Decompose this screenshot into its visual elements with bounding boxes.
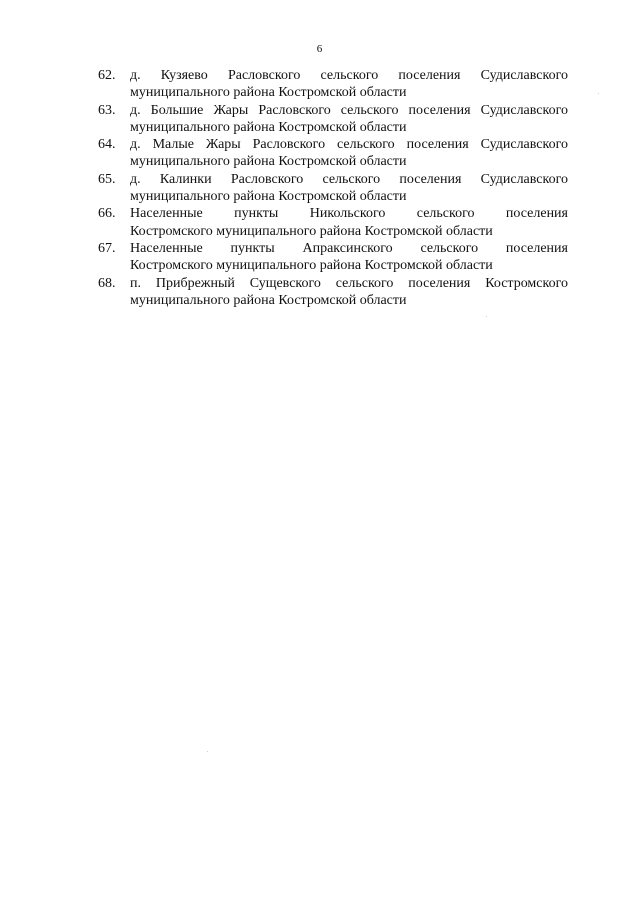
list-item	[98, 136, 568, 171]
page-number: 6	[316, 43, 323, 55]
item-number: 66.	[98, 206, 116, 222]
item-number: 63.	[98, 102, 116, 118]
item-text	[130, 275, 568, 310]
item-text-line-2: муниципального района Костромской области	[130, 189, 407, 205]
list-item	[98, 67, 568, 102]
scan-speck	[486, 316, 487, 317]
item-text	[130, 102, 568, 137]
item-number: 62.	[98, 68, 116, 83]
item-text-line-2: Костромского муниципального района Костромской области	[130, 223, 493, 239]
item-text-line-2: муниципального района Костромской области	[130, 154, 407, 170]
item-number: 68.	[98, 275, 116, 291]
item-text-line-2: муниципального района Костромской области	[130, 119, 407, 135]
list-item	[98, 275, 568, 310]
item-text-line-1: Населенные пункты Никольского сельского поселения	[130, 206, 568, 222]
item-text-line-1: д. Калинки Расловского сельского поселения Судиславского	[130, 171, 568, 187]
settlement-list	[98, 67, 568, 309]
item-text-line-1: д. Большие Жары Расловского сельского поселения Судиславского	[130, 102, 568, 118]
item-text-line-2: Костромского муниципального района Костромской области	[130, 258, 493, 274]
item-number: 64.	[98, 137, 116, 153]
item-text	[130, 67, 568, 102]
scan-speck	[207, 751, 208, 752]
item-text-line-2: муниципального района Костромской области	[130, 292, 407, 308]
list-item	[98, 240, 568, 275]
item-text-line-2: муниципального района Костромской области	[130, 85, 407, 101]
item-number: 67.	[98, 240, 116, 256]
item-text	[130, 205, 568, 240]
item-text	[130, 240, 568, 275]
item-text	[130, 136, 568, 171]
item-text-line-1: д. Кузяево Расловского сельского поселения Судиславского	[130, 68, 568, 83]
list-item	[98, 102, 568, 137]
list-item	[98, 171, 568, 206]
item-text	[130, 171, 568, 206]
item-number: 65.	[98, 171, 116, 187]
item-text-line-1: п. Прибрежный Сущевского сельского поселения Костромского	[130, 275, 568, 291]
scan-speck	[598, 93, 599, 94]
item-text-line-1: Населенные пункты Апраксинского сельского поселения	[130, 240, 568, 256]
item-text-line-1: д. Малые Жары Расловского сельского поселения Судиславского	[130, 137, 568, 153]
list-item	[98, 205, 568, 240]
